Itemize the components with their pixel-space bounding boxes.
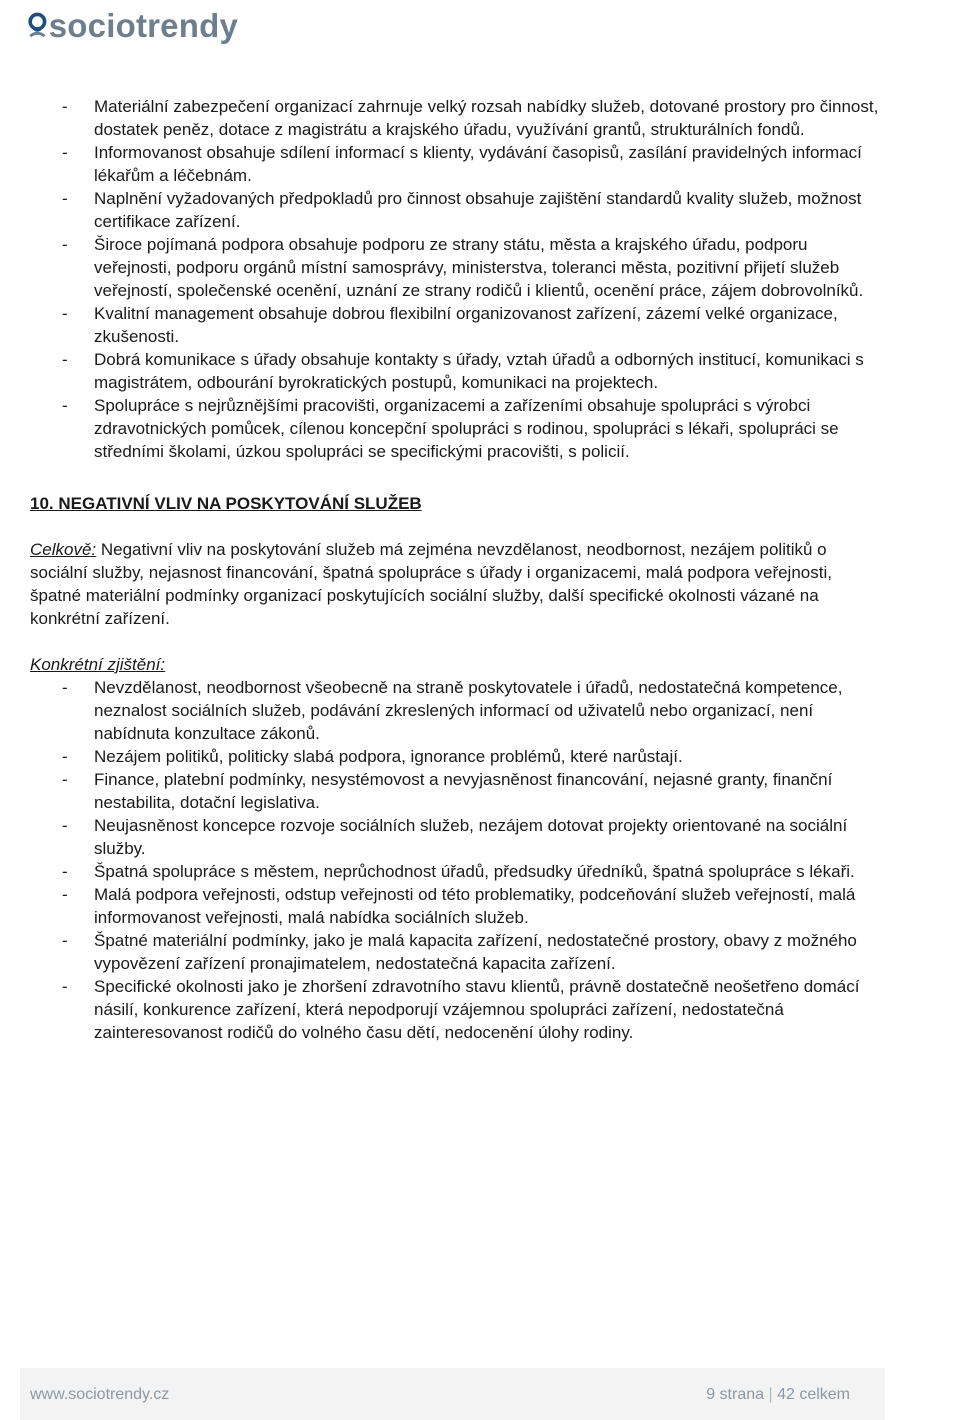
list-item-text: Dobrá komunikace s úřady obsahuje kontakty s úřady, vztah úřadů a odborných institucí, komunikaci s magistrátem, odbourání byrokratických postupů, komunikaci na projektech. — [94, 350, 864, 392]
list-item — [30, 814, 885, 860]
list-item-text: Nevzdělanost, neodbornost všeobecně na straně poskytovatele i úřadů, nedostatečná kompetence, neznalost sociálních služeb, podávání zkreslených informací od uživatelů nebo organizací, není nabídnuta konzultace zákonů. — [94, 678, 843, 743]
dash-bullet: - — [62, 885, 68, 904]
brand-name: sociotrendy — [48, 7, 238, 44]
section-heading: 10. NEGATIVNÍ VLIV NA POSKYTOVÁNÍ SLUŽEB — [30, 494, 422, 513]
page-footer — [20, 1368, 885, 1420]
list-item — [30, 348, 885, 394]
footer-separator: | — [768, 1386, 773, 1403]
summary-text: Negativní vliv na poskytování služeb má zejména nevzdělanost, neodbornost, nezájem politiků o sociální služby, nejasnost financování, špatná spolupráce s úřady i organizacemi, malá podpora veřejnosti, špatné materiální podmínky organizací poskytujících sociální služby, další specifické okolnosti vázané na konkrétní zařízení. — [30, 540, 832, 628]
dash-bullet: - — [62, 931, 68, 950]
dash-bullet: - — [62, 977, 68, 996]
list-item-text: Informovanost obsahuje sdílení informací s klienty, vydávání časopisů, zasílání pravidelných informací lékařům a léčebnám. — [94, 143, 862, 185]
list-item — [30, 233, 885, 302]
dash-bullet: - — [62, 235, 68, 254]
dash-bullet: - — [62, 97, 68, 116]
list-item-text: Široce pojímaná podpora obsahuje podporu ze strany státu, města a krajského úřadu, podporu veřejnosti, podporu orgánů místní samosprávy, ministerstva, toleranci města, pozitivní přijetí služeb veřejností, společenské ocenění, uznání ze strany rodičů i klientů, ocenění práce, zájem dobrovolníků. — [94, 235, 864, 300]
list-item-text: Kvalitní management obsahuje dobrou flexibilní organizovanost zařízení, zázemí velké organizace, zkušenosti. — [94, 304, 838, 346]
brand-logo — [28, 0, 238, 52]
dash-bullet: - — [62, 189, 68, 208]
footer-page-number — [706, 1386, 850, 1404]
list-item-text: Naplnění vyžadovaných předpokladů pro činnost obsahuje zajištění standardů kvality služeb, možnost certifikace zařízení. — [94, 189, 862, 231]
list-item — [30, 975, 885, 1044]
document-body — [30, 95, 885, 1044]
list-item-text: Neujasněnost koncepce rozvoje sociálních služeb, nezájem dotovat projekty orientované na sociální služby. — [94, 816, 848, 858]
list-item — [30, 95, 885, 141]
dash-bullet: - — [62, 350, 68, 369]
dash-bullet: - — [62, 304, 68, 323]
list-item-text: Spolupráce s nejrůznějšími pracovišti, organizacemi a zařízeními obsahuje spolupráci s výrobci zdravotnických pomůcek, cílenou koncepční spolupráci s rodinou, spolupráci s lékaři, spolupráci se středními školami, úzkou spolupráci se specifickými pracovišti, s policií. — [94, 396, 839, 461]
list-item-text: Finance, platební podmínky, nesystémovost a nevyjasněnost financování, nejasné granty, finanční nestabilita, dotační legislativa. — [94, 770, 833, 812]
list-item-text: Malá podpora veřejnosti, odstup veřejnosti od této problematiky, podceňování služeb veřejností, malá informovanost veřejnosti, malá nabídka sociálních služeb. — [94, 885, 856, 927]
list-item — [30, 394, 885, 463]
dash-bullet: - — [62, 678, 68, 697]
dash-bullet: - — [62, 770, 68, 789]
list-item-text: Specifické okolnosti jako je zhoršení zdravotního stavu klientů, právně dostatečně neošetřeno domácí násilí, konkurence zařízení, která nepodporují vzájemnou spolupráci zařízení, nedostatečná zainteresovanost rodičů do volného času dětí, nedocenění úlohy rodiny. — [94, 977, 860, 1042]
list-item — [30, 883, 885, 929]
logo-icon — [28, 6, 47, 46]
footer-total: 42 celkem — [777, 1386, 850, 1403]
summary-paragraph — [30, 538, 885, 630]
findings-bullet-list — [30, 676, 885, 1044]
list-item — [30, 745, 885, 768]
list-item — [30, 768, 885, 814]
dash-bullet: - — [62, 816, 68, 835]
dash-bullet: - — [62, 747, 68, 766]
footer-site-link[interactable]: www.sociotrendy.cz — [30, 1386, 170, 1403]
list-item-text: Špatná spolupráce s městem, neprůchodnost úřadů, předsudky úředníků, špatná spolupráce s lékaři. — [94, 862, 855, 881]
list-item-text: Špatné materiální podmínky, jako je malá kapacita zařízení, nedostatečné prostory, obavy z možného vypovězení zařízení pronajimatelem, nedostatečná kapacita zařízení. — [94, 931, 857, 973]
list-item-text: Nezájem politiků, politicky slabá podpora, ignorance problémů, které narůstají. — [94, 747, 683, 766]
dash-bullet: - — [62, 143, 68, 162]
top-bullet-list — [30, 95, 885, 463]
list-item — [30, 676, 885, 745]
list-item — [30, 929, 885, 975]
dash-bullet: - — [62, 862, 68, 881]
summary-label: Celkově: — [30, 540, 97, 559]
footer-page: 9 strana — [706, 1386, 765, 1403]
dash-bullet: - — [62, 396, 68, 415]
list-item — [30, 187, 885, 233]
findings-label: Konkrétní zjištění: — [30, 655, 166, 674]
list-item-text: Materiální zabezpečení organizací zahrnuje velký rozsah nabídky služeb, dotované prostory pro činnost, dostatek peněz, dotace z magistrátu a krajského úřadu, využívání grantů, strukturálních fondů. — [94, 97, 879, 139]
list-item — [30, 141, 885, 187]
list-item — [30, 302, 885, 348]
list-item — [30, 860, 885, 883]
